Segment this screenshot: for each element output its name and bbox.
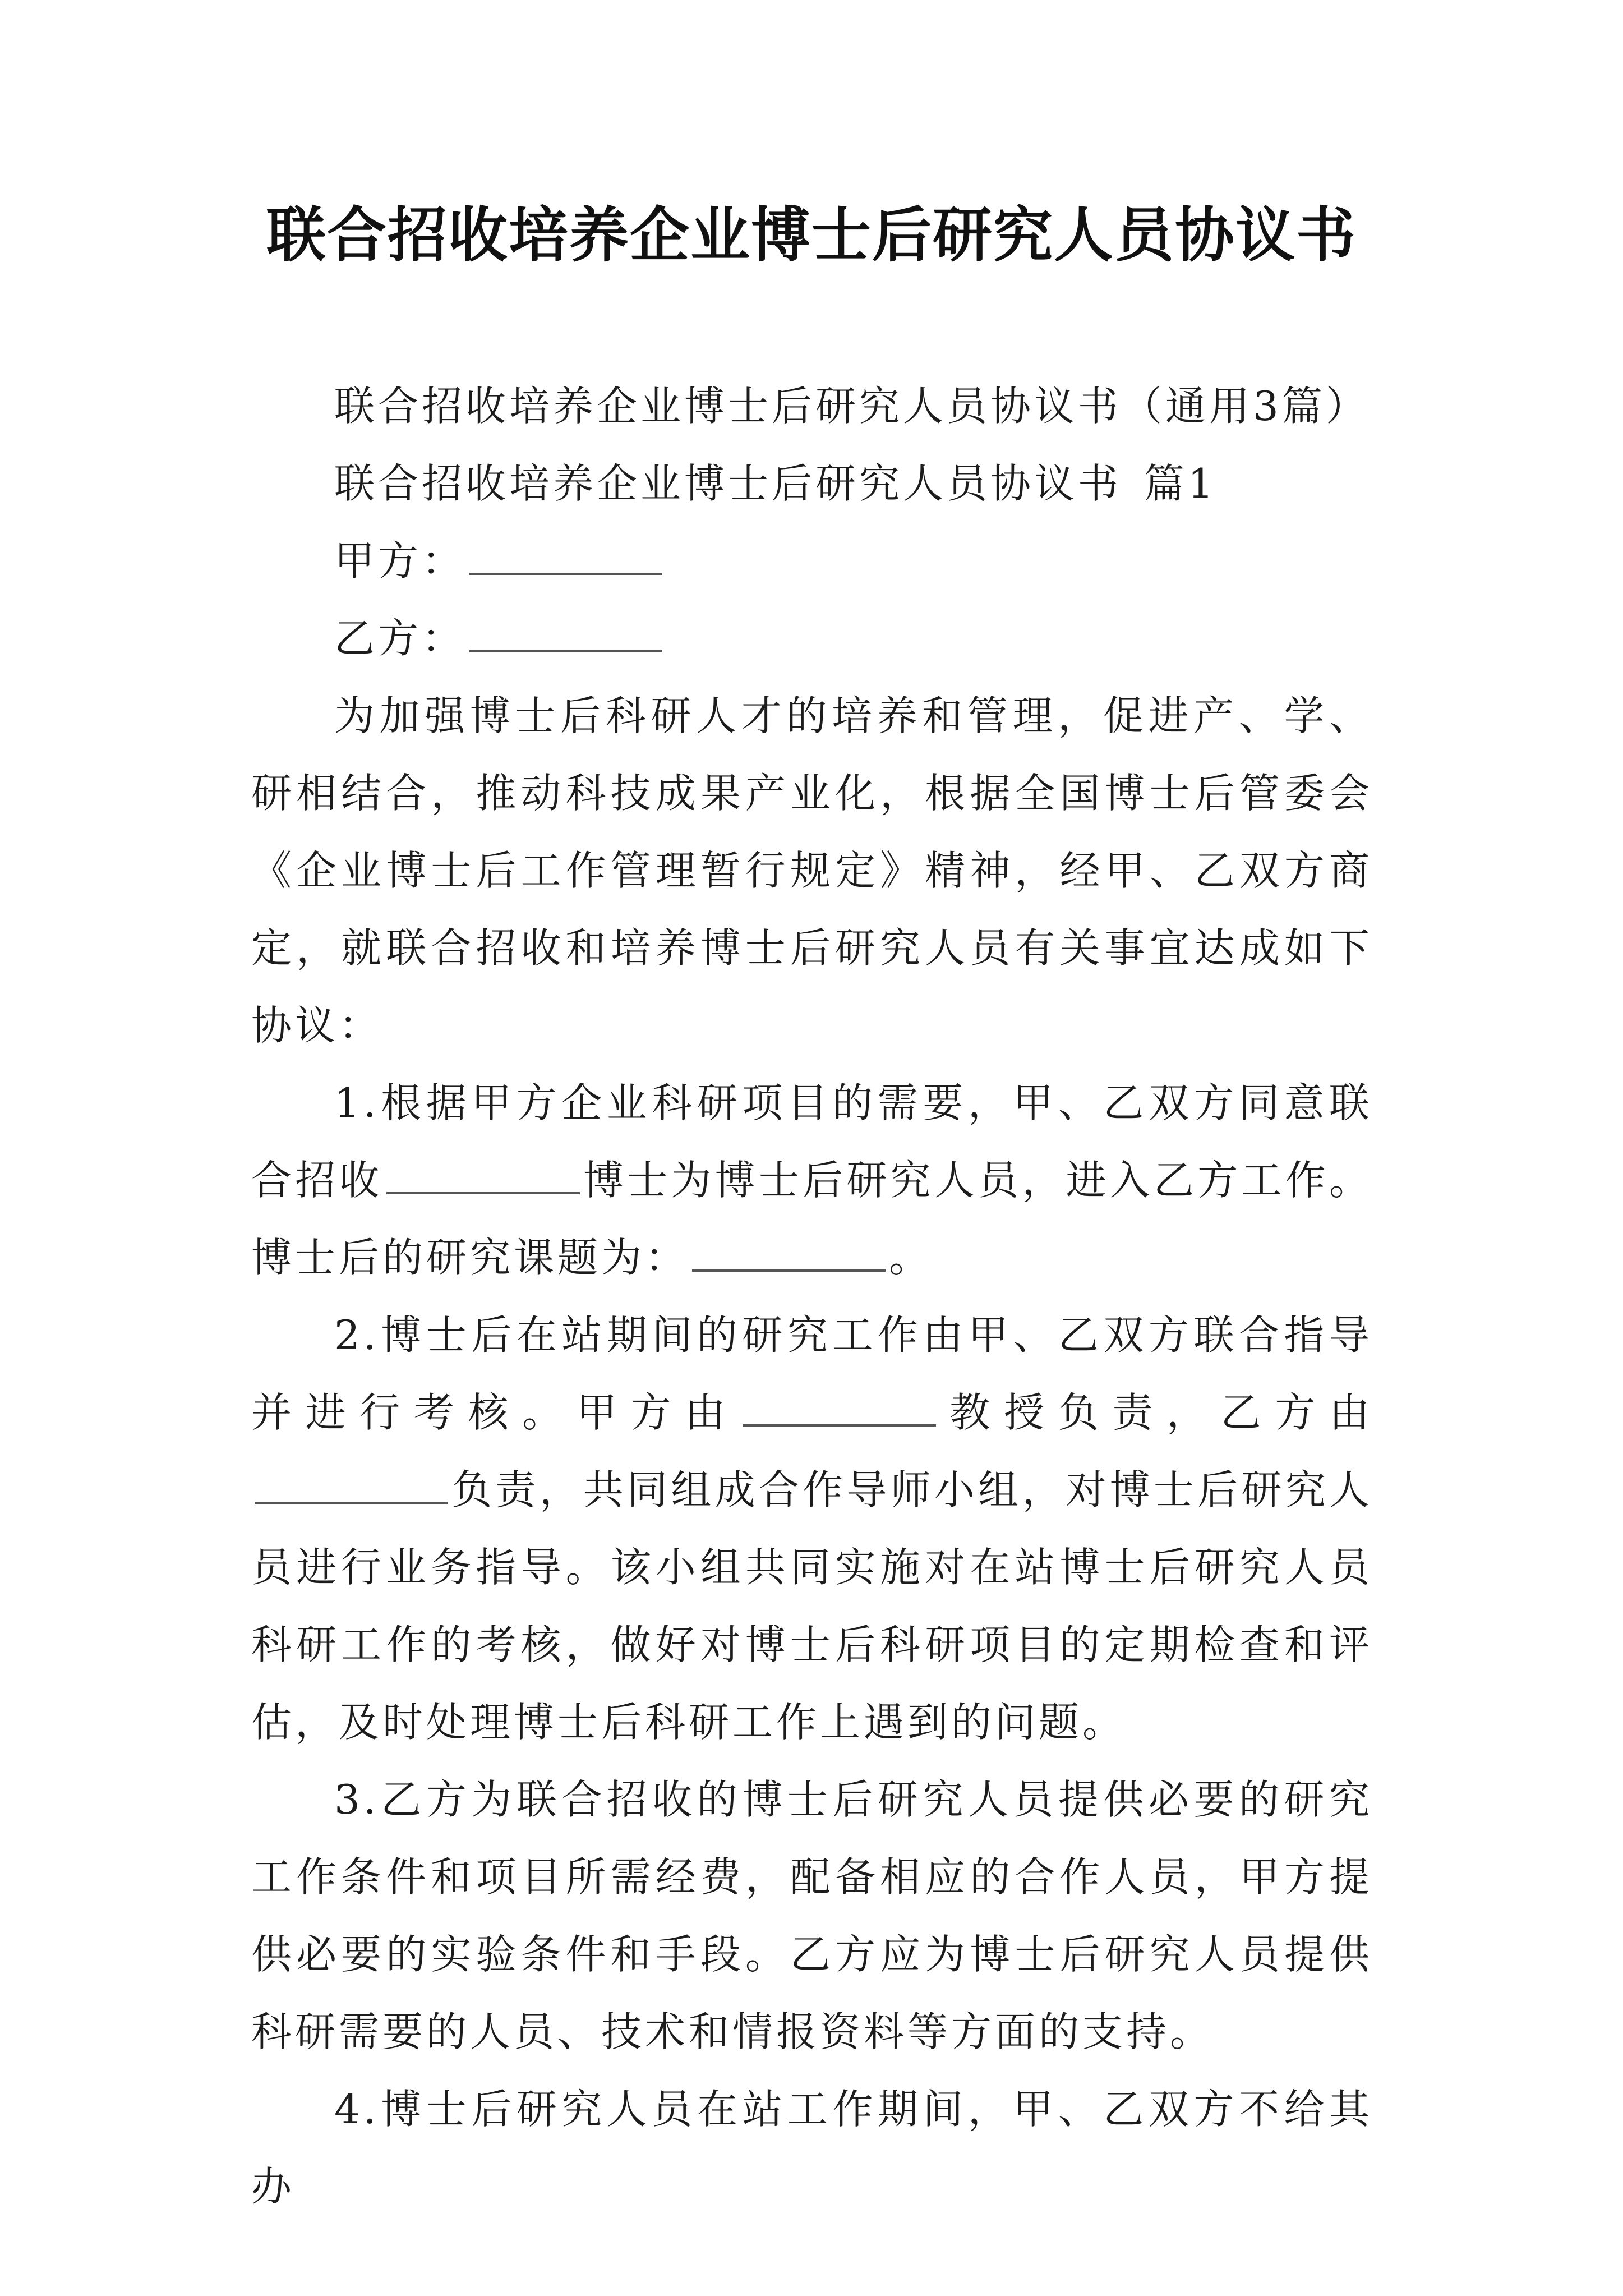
intro-paragraph: 为加强博士后科研人才的培养和管理，促进产、学、研相结合，推动科技成果产业化，根据全国博士后管委会《企业博士后工作管理暂行规定》精神，经甲、乙双方商定，就联合招收和培养博士后研究人员有关事宜达成如下协议： [251, 692, 1373, 1049]
clause-4: 4.博士后研究人员在站工作期间，甲、乙双方不给其办 [251, 2086, 1373, 2210]
research-topic-blank [692, 1235, 886, 1272]
section-heading [251, 445, 1373, 522]
section-heading-text: 联合招收培养企业博士后研究人员协议书 [334, 460, 1122, 507]
clause-1-part-c: 。 [889, 1234, 933, 1281]
party-b-line [251, 600, 1373, 677]
clause-1-part-b: 博士为博士后研究人员，进入乙方工作。博士后的研究课题为： [251, 1157, 1373, 1281]
clause-1 [251, 1064, 1373, 1296]
document-subtitle: 联合招收培养企业博士后研究人员协议书（通用3篇） [334, 383, 1370, 430]
doctor-name-blank [386, 1158, 580, 1194]
document-body [251, 367, 1373, 2225]
party-b-supervisor-blank [255, 1467, 448, 1504]
section-heading-tag: 篇1 [1144, 460, 1217, 507]
clause-2-part-a: 2.博士后在站期间的研究工作由甲、乙双方联合指导并进行考核。甲方由 [251, 1312, 1373, 1436]
party-a-supervisor-blank [743, 1390, 936, 1427]
clause-2-part-c: 负责，共同组成合作导师小组，对博士后研究人员进行业务指导。该小组共同实施对在站博士后研究人员科研工作的考核，做好对博士后科研项目的定期检查和评估，及时处理博士后科研工作上遇到的问题。 [251, 1466, 1373, 1746]
clause-2 [251, 1296, 1373, 1761]
clause-2-part-b: 教授负责，乙方由 [939, 1389, 1373, 1436]
clause-3: 3.乙方为联合招收的博士后研究人员提供必要的研究工作条件和项目所需经费，配备相应的合作人员，甲方提供必要的实验条件和手段。乙方应为博士后研究人员提供科研需要的人员、技术和情报资料等方面的支持。 [251, 1776, 1373, 2055]
clause-1-part-a: 1.根据甲方企业科研项目的需要，甲、乙双方同意联合招收 [251, 1079, 1373, 1204]
party-a-line [251, 522, 1373, 600]
party-b-label: 乙方： [334, 615, 466, 662]
party-a-blank [469, 539, 662, 575]
document-title: 联合招收培养企业博士后研究人员协议书 [266, 201, 1357, 270]
party-b-blank [469, 616, 662, 652]
party-a-label: 甲方： [334, 537, 466, 585]
